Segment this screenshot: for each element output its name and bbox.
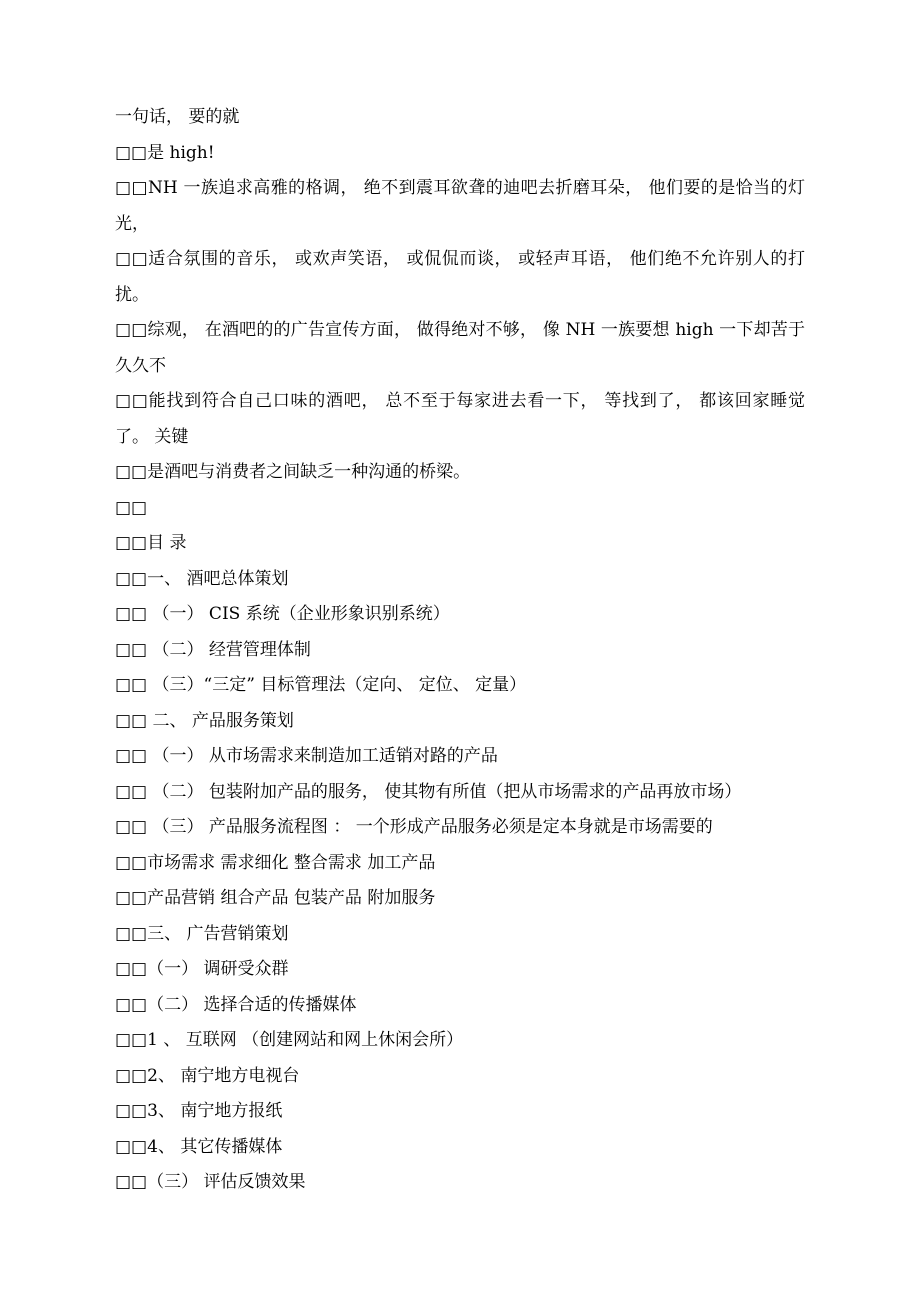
toc-media-2: □□2、 南宁地方电视台 <box>115 1065 300 1086</box>
paragraph-music: □□适合氛围的音乐， 或欢声笑语， 或侃侃而谈， 或轻声耳语， 他们绝不允许别人的打扰。 <box>115 249 805 305</box>
toc-item-3-1: □□（一） 调研受众群 <box>115 959 289 979</box>
toc-media-4: □□4、 其它传播媒体 <box>115 1136 283 1157</box>
text-line-blank: □□ <box>115 497 148 518</box>
toc-item-1-1: □□ （一） CIS 系统（企业形象识别系统） <box>115 604 450 624</box>
toc-item-2-3: □□ （三） 产品服务流程图 ： 一个形成产品服务必须是定本身就是市场需要的 <box>115 817 713 837</box>
document-body <box>115 100 805 1201</box>
toc-item-1-2: □□ （二） 经营管理体制 <box>115 639 311 660</box>
paragraph-advertising: □□综观， 在酒吧的的广告宣传方面， 做得绝对不够， 像 NH 一族要想 high 一下却苦于久久不 <box>115 320 805 376</box>
toc-item-2-2: □□ （二） 包装附加产品的服务， 使其物有所值（把从市场需求的产品再放市场） <box>115 781 742 802</box>
toc-item-1-3: □□ （三）“三定” 目标管理法（定向、 定位、 定量） <box>115 675 527 695</box>
text-line-1: 一句话， 要的就 <box>115 107 240 127</box>
paragraph-lighting: □□NH 一族追求高雅的格调， 绝不到震耳欲聋的迪吧去折磨耳朵， 他们要的是恰当的灯光， <box>115 178 805 234</box>
paragraph-finding-bar: □□能找到符合自己口味的酒吧， 总不至于每家进去看一下， 等找到了， 都该回家睡觉了。 关键 <box>115 391 805 447</box>
toc-title: □□目 录 <box>115 533 187 553</box>
toc-item-2-1: □□ （一） 从市场需求来制造加工适销对路的产品 <box>115 746 498 766</box>
toc-media-3: □□3、 南宁地方报纸 <box>115 1101 283 1121</box>
flow-row-2: □□产品营销 组合产品 包装产品 附加服务 <box>115 888 436 908</box>
toc-item-3-2: □□（二） 选择合适的传播媒体 <box>115 994 357 1015</box>
toc-section-3: □□三、 广告营销策划 <box>115 923 289 944</box>
toc-section-1: □□一、 酒吧总体策划 <box>115 568 289 589</box>
toc-section-2: □□ 二、 产品服务策划 <box>115 710 294 731</box>
toc-item-3-3: □□（三） 评估反馈效果 <box>115 1172 306 1192</box>
flow-row-1: □□市场需求 需求细化 整合需求 加工产品 <box>115 852 436 873</box>
toc-media-1: □□1 、 互联网 （创建网站和网上休闲会所） <box>115 1030 464 1050</box>
text-line-bridge: □□是酒吧与消费者之间缺乏一种沟通的桥梁。 <box>115 462 471 482</box>
text-line-2: □□是 high! <box>115 142 215 163</box>
